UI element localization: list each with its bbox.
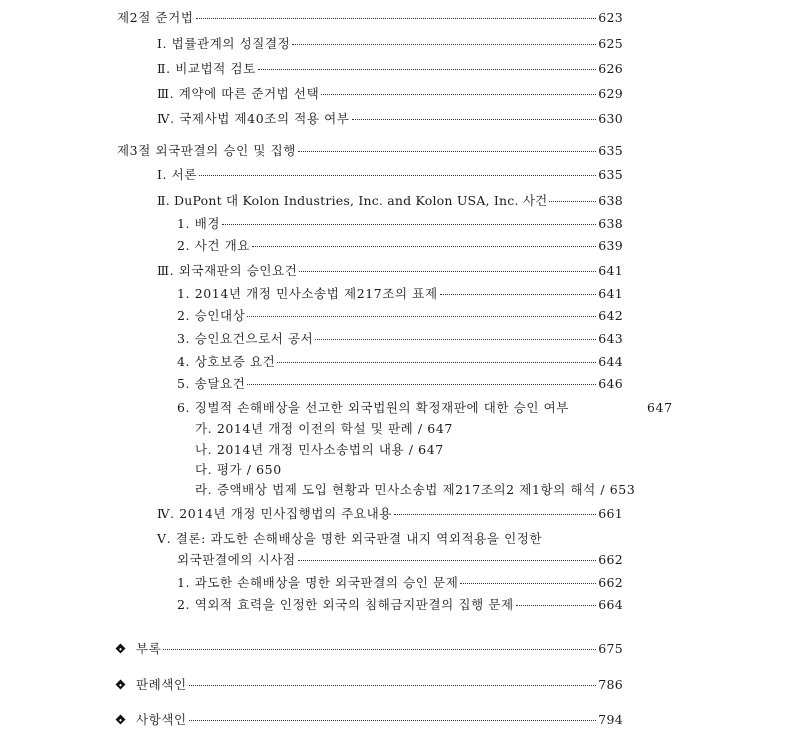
toc-page: 644 bbox=[598, 354, 623, 369]
leader-dots bbox=[252, 246, 596, 247]
toc-item[interactable] bbox=[157, 166, 623, 183]
diamond-bullet-icon bbox=[116, 715, 126, 725]
leader-dots bbox=[440, 294, 597, 295]
leader-dots bbox=[247, 316, 596, 317]
toc-section-2[interactable] bbox=[117, 9, 623, 26]
toc-page: 641 bbox=[598, 286, 623, 301]
leader-dots bbox=[277, 362, 596, 363]
toc-case-index[interactable] bbox=[117, 676, 623, 693]
toc-label: Ⅰ. 법률관계의 성질결정 bbox=[157, 36, 291, 51]
toc-item[interactable] bbox=[157, 505, 623, 522]
leader-dots bbox=[189, 685, 597, 686]
toc-subsubitem[interactable]: 라. 증액배상 법제 도입 현황과 민사소송법 제217조의2 제1항의 해석 / 653 bbox=[195, 482, 636, 497]
leader-dots bbox=[298, 151, 596, 152]
leader-dots bbox=[549, 201, 596, 202]
toc-page: 639 bbox=[598, 238, 623, 253]
toc-label: 6. 징벌적 손해배상을 선고한 외국법원의 확정재판에 대한 승인 여부 bbox=[177, 400, 569, 415]
leader-dots bbox=[299, 271, 596, 272]
toc-label: Ⅰ. 서론 bbox=[157, 167, 198, 182]
toc-page: 662 bbox=[598, 575, 623, 590]
toc-page: 625 bbox=[598, 36, 623, 51]
toc-label: 1. 과도한 손해배상을 명한 외국판결의 승인 문제 bbox=[177, 575, 459, 590]
toc-subitem[interactable] bbox=[177, 285, 623, 302]
leader-dots bbox=[516, 605, 597, 606]
toc-page: 642 bbox=[598, 308, 623, 323]
toc-label: 부록 bbox=[136, 641, 162, 656]
toc-label: 사항색인 bbox=[136, 712, 187, 727]
leader-dots bbox=[196, 18, 597, 19]
toc-page: 629 bbox=[598, 86, 623, 101]
toc-label: 1. 배경 bbox=[177, 216, 221, 231]
toc-subitem[interactable] bbox=[177, 353, 623, 370]
leader-dots bbox=[394, 514, 596, 515]
toc-label: 1. 2014년 개정 민사소송법 제217조의 표제 bbox=[177, 286, 438, 301]
toc-subitem[interactable] bbox=[177, 574, 623, 591]
toc-page: 635 bbox=[598, 143, 623, 158]
toc-page: 786 bbox=[598, 677, 623, 692]
toc-section-3[interactable] bbox=[117, 142, 623, 159]
toc-subitem[interactable] bbox=[177, 237, 623, 254]
leader-dots bbox=[298, 560, 597, 561]
toc-subitem-6[interactable] bbox=[177, 399, 569, 416]
toc-label: Ⅳ. 2014년 개정 민사집행법의 주요내용 bbox=[157, 506, 392, 521]
toc-subitem[interactable] bbox=[177, 215, 623, 232]
toc-subsubitem[interactable]: 가. 2014년 개정 이전의 학설 및 판례 / 647 bbox=[195, 421, 453, 436]
toc-page: 662 bbox=[598, 552, 623, 567]
toc-page: 675 bbox=[598, 641, 623, 656]
toc-page: 623 bbox=[598, 10, 623, 25]
toc-page: 646 bbox=[598, 376, 623, 391]
toc-subject-index[interactable] bbox=[117, 711, 623, 728]
leader-dots bbox=[315, 339, 596, 340]
leader-dots bbox=[292, 44, 596, 45]
toc-subitem[interactable] bbox=[177, 375, 623, 392]
leader-dots bbox=[258, 69, 596, 70]
toc-page: 794 bbox=[598, 712, 623, 727]
leader-dots bbox=[352, 119, 597, 120]
toc-label: Ⅳ. 국제사법 제40조의 적용 여부 bbox=[157, 111, 350, 126]
toc-label: 판례색인 bbox=[136, 677, 187, 692]
toc-page: 647 bbox=[647, 400, 673, 415]
toc-label: 제3절 외국판결의 승인 및 집행 bbox=[117, 143, 296, 158]
toc-item[interactable] bbox=[157, 192, 623, 209]
toc-page: 638 bbox=[598, 193, 623, 208]
toc-subsubitem[interactable]: 나. 2014년 개정 민사소송법의 내용 / 647 bbox=[195, 442, 444, 457]
toc-item[interactable] bbox=[157, 60, 623, 77]
toc-label: Ⅱ. 비교법적 검토 bbox=[157, 61, 256, 76]
leader-dots bbox=[460, 583, 596, 584]
toc-page: 638 bbox=[598, 216, 623, 231]
toc-label: 4. 상호보증 요건 bbox=[177, 354, 276, 369]
toc-page: 664 bbox=[598, 597, 623, 612]
diamond-bullet-icon bbox=[116, 644, 126, 654]
toc-label: Ⅲ. 외국재판의 승인요건 bbox=[157, 263, 298, 278]
toc-label: 2. 사건 개요 bbox=[177, 238, 250, 253]
toc-item-conclusion-cont[interactable] bbox=[177, 551, 623, 568]
toc-item-conclusion[interactable]: Ⅴ. 결론: 과도한 손해배상을 명한 외국판결 내지 역외적용을 인정한 bbox=[157, 531, 543, 546]
toc-subitem[interactable] bbox=[177, 307, 623, 324]
toc-page: 643 bbox=[598, 331, 623, 346]
toc-item[interactable] bbox=[157, 110, 623, 127]
leader-dots bbox=[199, 175, 596, 176]
toc-label: 3. 승인요건으로서 공서 bbox=[177, 331, 314, 346]
toc-label: 2. 승인대상 bbox=[177, 308, 246, 323]
toc-label: 5. 송달요건 bbox=[177, 376, 246, 391]
leader-dots bbox=[247, 384, 596, 385]
toc-subsubitem[interactable]: 다. 평가 / 650 bbox=[195, 462, 282, 477]
toc-label: 제2절 준거법 bbox=[117, 10, 194, 25]
toc-page: 630 bbox=[598, 111, 623, 126]
toc-subitem[interactable] bbox=[177, 596, 623, 613]
toc-appendix[interactable] bbox=[117, 640, 623, 657]
leader-dots bbox=[222, 224, 596, 225]
toc-page: 661 bbox=[598, 506, 623, 521]
diamond-bullet-icon bbox=[116, 680, 126, 690]
toc-page: 626 bbox=[598, 61, 623, 76]
toc-label: 외국판결에의 시사점 bbox=[177, 552, 296, 567]
toc-item[interactable] bbox=[157, 262, 623, 279]
toc-label: 2. 역외적 효력을 인정한 외국의 침해금지판결의 집행 문제 bbox=[177, 597, 514, 612]
toc-item[interactable] bbox=[157, 35, 623, 52]
leader-dots bbox=[189, 720, 597, 721]
leader-dots bbox=[321, 94, 596, 95]
toc-item[interactable] bbox=[157, 85, 623, 102]
toc-subitem[interactable] bbox=[177, 330, 623, 347]
toc-page: 635 bbox=[598, 167, 623, 182]
leader-dots bbox=[163, 649, 596, 650]
toc-label: Ⅱ. DuPont 대 Kolon Industries, Inc. and Kolon USA, Inc. 사건 bbox=[157, 193, 548, 208]
toc-page: 641 bbox=[598, 263, 623, 278]
toc-label: Ⅲ. 계약에 따른 준거법 선택 bbox=[157, 86, 320, 101]
